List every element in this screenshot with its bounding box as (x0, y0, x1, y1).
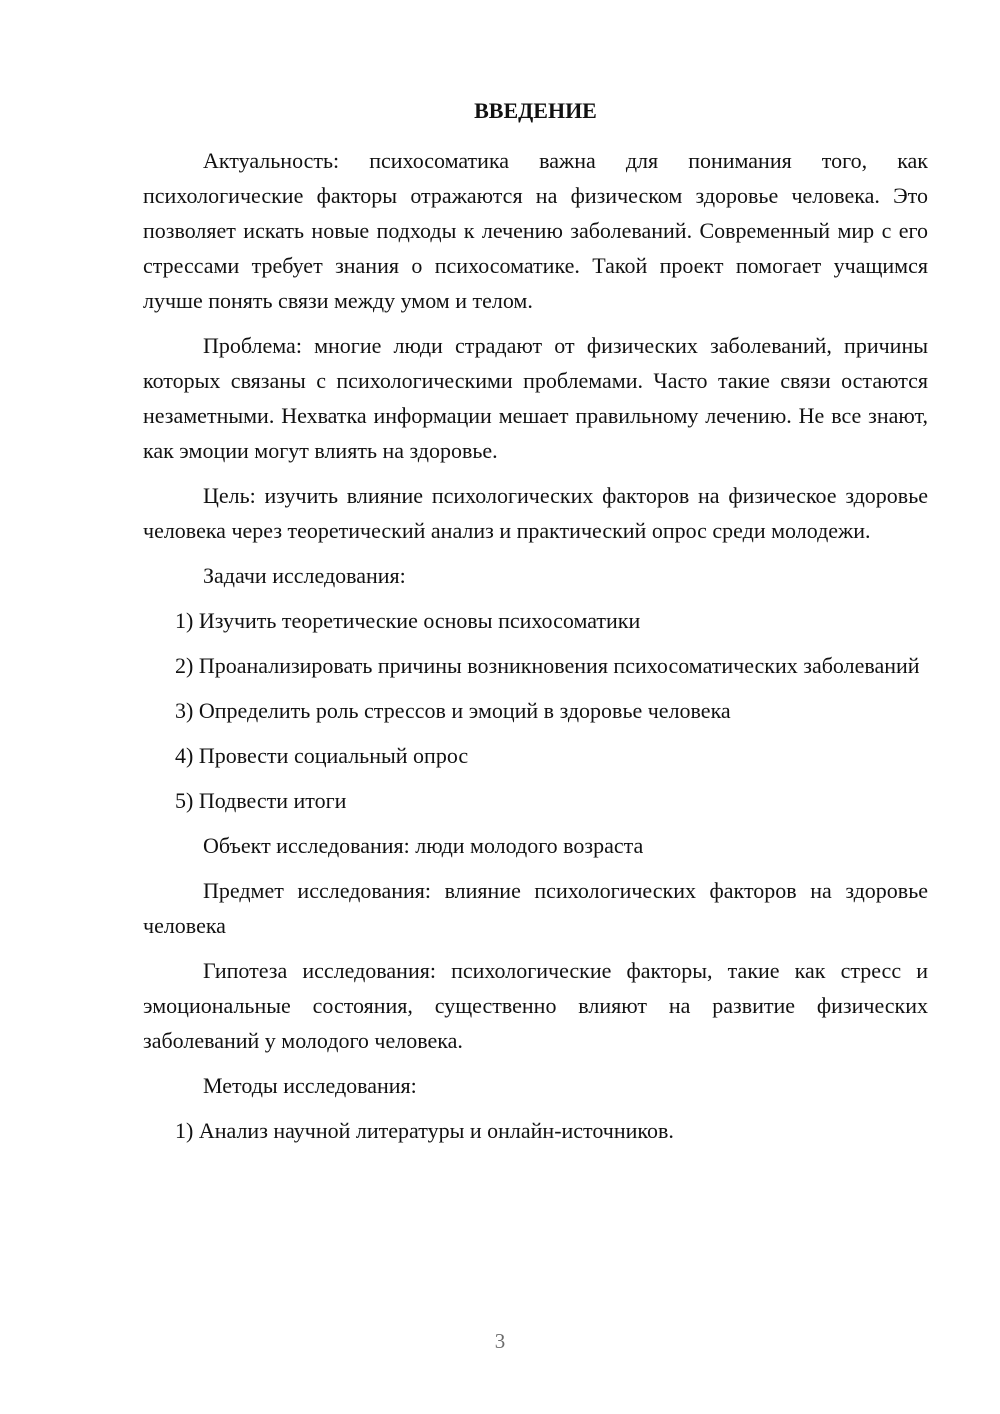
method-item: 1) Анализ научной литературы и онлайн-источников. (175, 1118, 674, 1143)
task-item: 3) Определить роль стрессов и эмоций в здоровье человека (175, 698, 731, 723)
page-title: ВВЕДЕНИЕ (474, 98, 597, 123)
tasks-heading: Задачи исследования: (203, 563, 406, 588)
task-item: 1) Изучить теоретические основы психосоматики (175, 608, 641, 633)
methods-heading: Методы исследования: (203, 1073, 417, 1098)
hypothesis-paragraph: Гипотеза исследования: психологические факторы, такие как стресс и эмоциональные состояния, существенно влияют на развитие физических заболеваний у молодого человека. (143, 958, 928, 1053)
task-item: 2) Проанализировать причины возникновения психосоматических заболеваний (175, 653, 920, 678)
relevance-paragraph: Актуальность: психосоматика важна для понимания того, как психологические факторы отражаются на физическом здоровье человека. Это позволяет искать новые подходы к лечению заболеваний. Современный мир с его стрессами требует знания о психосоматике. Такой проект помогает учащимся лучше понять связи между умом и телом. (143, 148, 928, 313)
object-paragraph: Объект исследования: люди молодого возраста (203, 833, 644, 858)
page-content (143, 93, 928, 1158)
task-item: 5) Подвести итоги (175, 788, 347, 813)
task-item: 4) Провести социальный опрос (175, 743, 469, 768)
goal-paragraph: Цель: изучить влияние психологических факторов на физическое здоровье человека через теоретический анализ и практический опрос среди молодежи. (143, 483, 928, 543)
page-number: 3 (494, 1329, 506, 1353)
subject-paragraph: Предмет исследования: влияние психологических факторов на здоровье человека (143, 878, 928, 938)
problem-paragraph: Проблема: многие люди страдают от физических заболеваний, причины которых связаны с психологическими проблемами. Часто такие связи остаются незаметными. Нехватка информации мешает правильному лечению. Не все знают, как эмоции могут влиять на здоровье. (143, 333, 928, 463)
